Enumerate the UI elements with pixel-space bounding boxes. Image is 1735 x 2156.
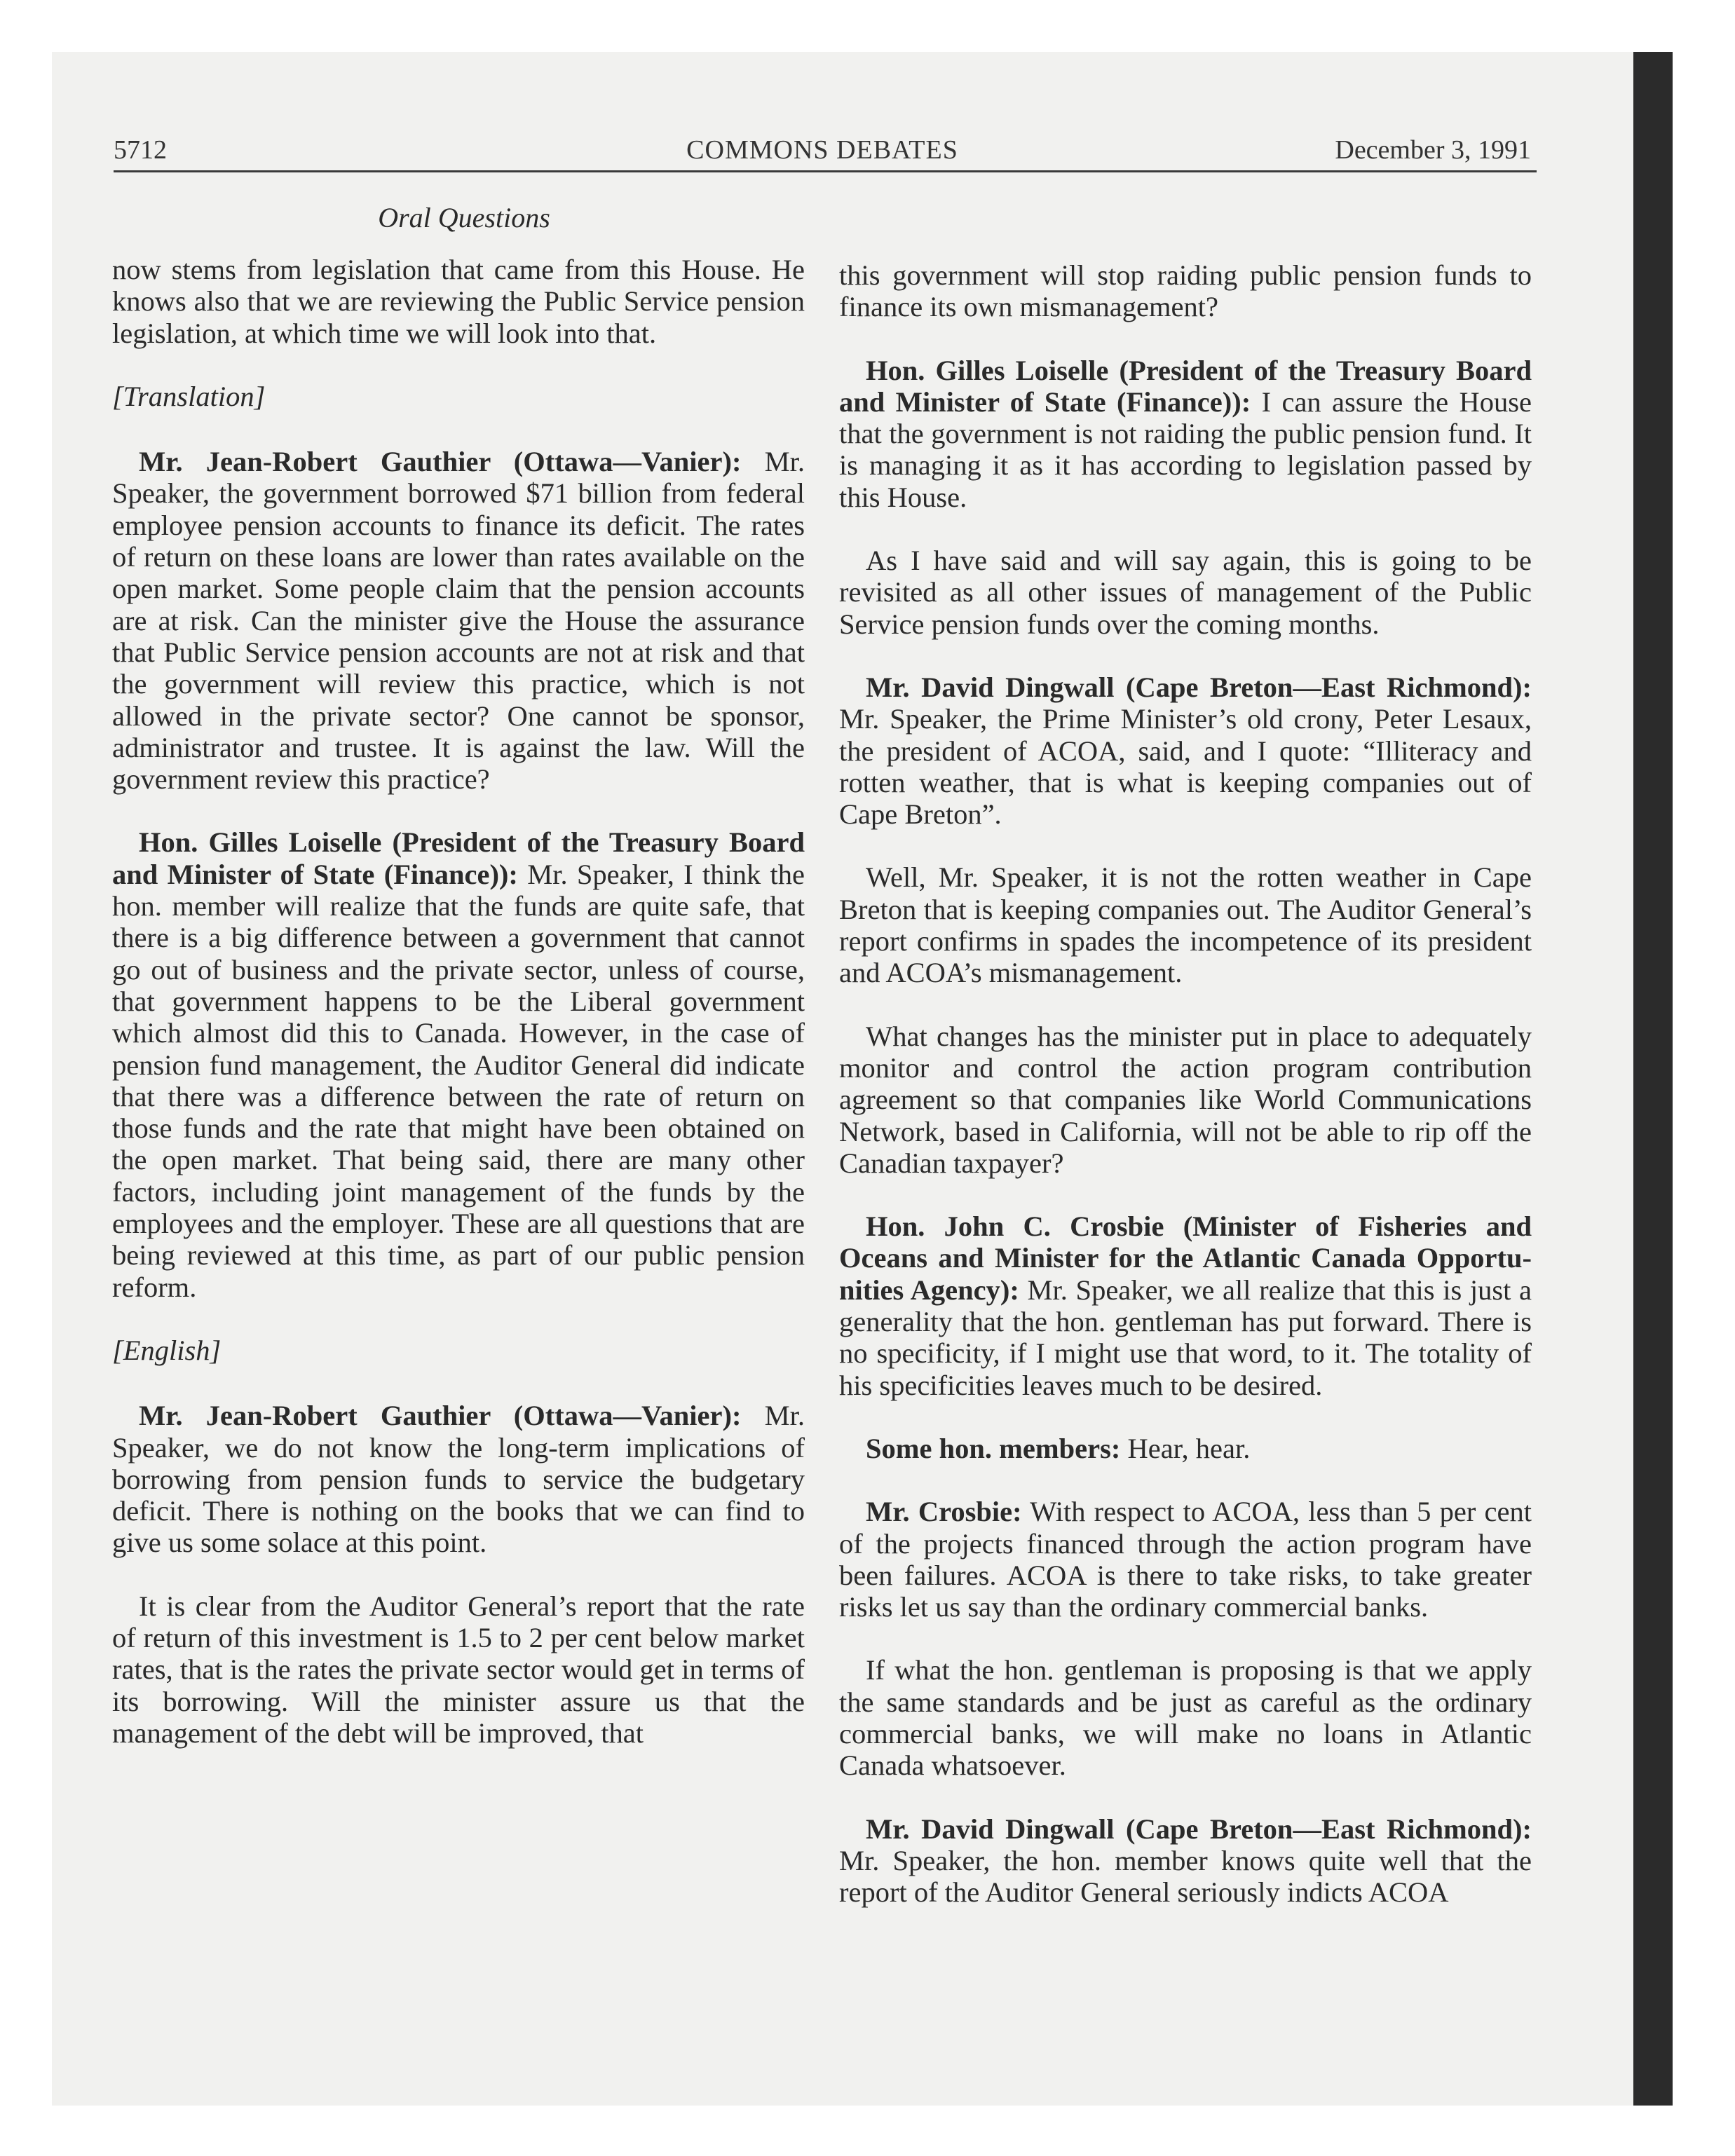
speech-text: Mr. Speaker, the hon. member knows quite well that the report of the Auditor General seriously indicts ACOA xyxy=(839,1844,1532,1909)
paragraph: this government will stop raiding public pension funds to finance its own mismanagement? xyxy=(839,259,1532,323)
language-marker: [Translation] xyxy=(112,380,266,412)
paragraph xyxy=(112,826,805,1302)
speech-text: Mr. Speaker, the government borrowed $71 billion from federal employee pension accounts to finance its deficit. The rates of return on these loans are lower than rates available on the open market. Some people claim that the pension accounts are at risk. Can the minister give the House the assurance that Public Service pension accounts are not at risk and that the government will review this practice, which is not allowed in the private sector? One cannot be sponsor, administrator and trustee. It is against the law. Will the government review this practice? xyxy=(112,446,805,796)
scan-edge-shadow xyxy=(1633,52,1673,2106)
speaker-name: Mr. David Dingwall (Cape Breton—East Richmond): xyxy=(866,671,1532,703)
speech-text: I can assure the House that the government is not raiding the public pension fund. It is managing it as it has according to legislation passed by this House. xyxy=(839,386,1532,513)
speaker-name: Hon. Gilles Loiselle (President of the Treasury Board and Minister of State (Finance)): xyxy=(839,354,1532,418)
paragraph xyxy=(839,1210,1532,1401)
speaker-name: Hon. John C. Crosbie (Minister of Fisheries and Oceans and Minister for the Atlantic Canada Opportunities Agency): xyxy=(839,1210,1532,1306)
paragraph: What changes has the minister put in place to adequately monitor and control the action program contribution agreement so that companies like World Communications Network, based in California, will not be able to rip off the Canadian taxpayer? xyxy=(839,1020,1532,1179)
speaker-name: Some hon. members: xyxy=(866,1432,1121,1464)
speech-text: Mr. Speaker, I think the hon. member will realize that the funds are quite safe, that there is a big difference between a government that cannot go out of business and the private sector, unless of course, that government happens to be the Liberal government which almost did this to Canada. However, in the case of pension fund management, the Auditor General did indicate that there was a difference between the rate of return on those funds and the rate that might have been obtained on the open market. That being said, there are many other factors, including joint management of the funds by the employees and the employer. These are all questions that are being reviewed at this time, as part of our public pension reform. xyxy=(112,858,805,1303)
paragraph xyxy=(839,1496,1532,1623)
left-column xyxy=(112,254,805,1780)
speaker-name: Mr. Jean-Robert Gauthier (Ottawa—Vanier): xyxy=(139,1400,742,1432)
issue-date: December 3, 1991 xyxy=(1335,135,1531,165)
speaker-name: Mr. Jean-Robert Gauthier (Ottawa—Vanier): xyxy=(139,446,742,478)
paragraph xyxy=(839,1813,1532,1909)
paragraph: As I have said and will say again, this is going to be revisited as all other issues of management of the Public Service pension funds over the coming months. xyxy=(839,545,1532,640)
speech-text: Mr. Speaker, we do not know the long-term implications of borrowing from pension funds to service the budgetary deficit. There is nothing on the books that we can find to give us some solace at this point. xyxy=(112,1400,805,1559)
section-title: Oral Questions xyxy=(378,202,550,233)
page-number: 5712 xyxy=(114,135,167,165)
paragraph xyxy=(839,1433,1532,1464)
paragraph: If what the hon. gentleman is proposing is that we apply the same standards and be just as careful as the ordinary commercial banks, we will make no loans in Atlantic Canada whatsoever. xyxy=(839,1654,1532,1782)
paragraph xyxy=(112,1400,805,1558)
paragraph xyxy=(112,446,805,795)
paragraph: now stems from legislation that came from this House. He knows also that we are reviewing the Public Service pension legislation, at which time we will look into that. xyxy=(112,254,805,349)
speech-text: Hear, hear. xyxy=(1120,1432,1251,1464)
paragraph: Well, Mr. Speaker, it is not the rotten weather in Cape Breton that is keeping companies out. The Auditor General’s report confirms in spades the incompetence of its president and ACOA’s mismanagement. xyxy=(839,861,1532,989)
speech-text: Mr. Speaker, the Prime Minister’s old crony, Peter Lesaux, the president of ACOA, said, and I quote: “Illiteracy and rotten weather, that is what is keeping companies out of Cape Breton”. xyxy=(839,703,1532,831)
speaker-name: Mr. Crosbie: xyxy=(866,1496,1022,1528)
speaker-name: Mr. David Dingwall (Cape Breton—East Richmond): xyxy=(866,1813,1532,1845)
publication-title: COMMONS DEBATES xyxy=(686,135,958,165)
speaker-name: Hon. Gilles Loiselle (President of the Treasury Board and Minister of State (Finance)): xyxy=(112,826,805,890)
page-header xyxy=(114,133,1531,172)
header-rule xyxy=(114,170,1537,172)
paragraph xyxy=(839,355,1532,513)
paragraph xyxy=(839,671,1532,830)
language-marker: [English] xyxy=(112,1334,222,1366)
paragraph: It is clear from the Auditor General’s report that the rate of return of this investment is 1.5 to 2 per cent below market rates, that is the rates the private sector would get in terms of its borrowing. Will the minister assure us that the management of the debt will be improved, that xyxy=(112,1590,805,1749)
speech-text: Mr. Speaker, we all realize that this is just a generality that the hon. gentleman has put forward. There is no specificity, if I might use that word, to it. The totality of his specificities leaves much to be desired. xyxy=(839,1274,1532,1401)
right-column xyxy=(839,259,1532,1939)
speech-text: With respect to ACOA, less than 5 per cent of the projects financed through the action program have been failures. ACOA is there to take risks, to take greater risks let us say than the ordinary commercial banks. xyxy=(839,1496,1532,1623)
